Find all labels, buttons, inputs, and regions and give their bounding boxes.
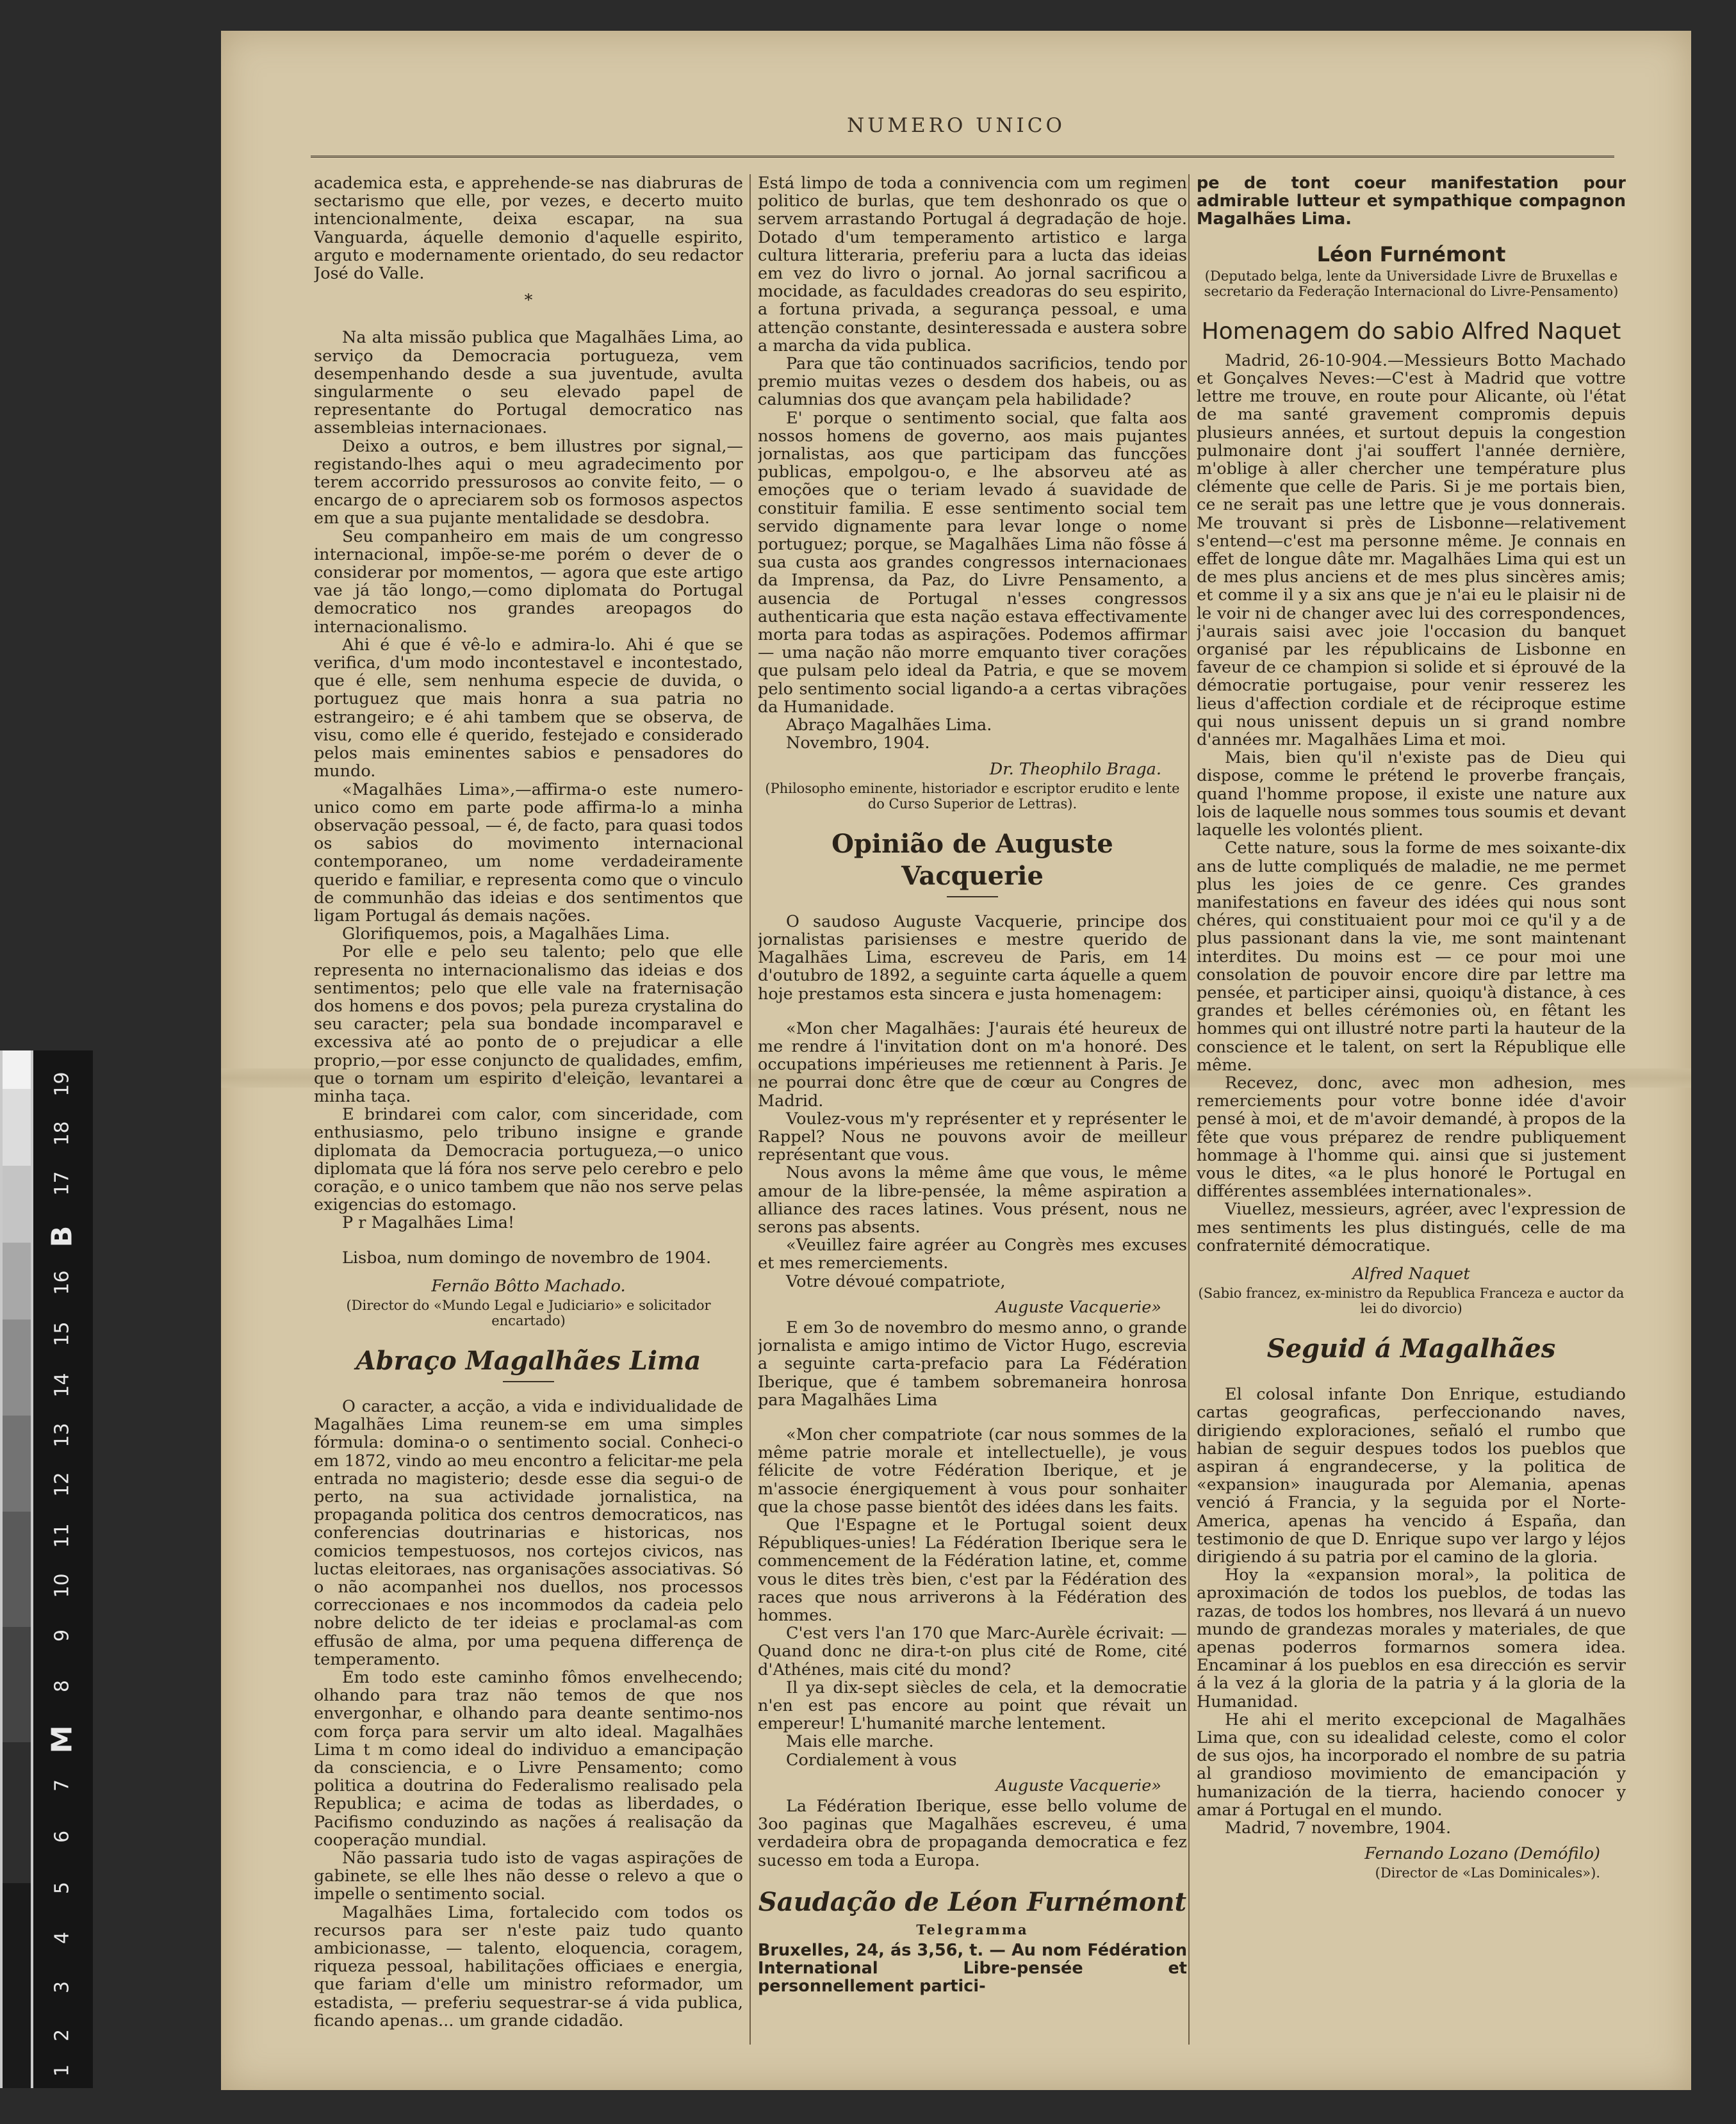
paragraph: He ahi el merito excepcional de Magalhães Lima que, con su idealidad celeste, como el color de sus ojos, ha incorporado el nombre de su patria al grandioso movimiento de emancipación y humanización de la tierra, haciendo conocer y amar á Portugal en el mundo. [1197, 1710, 1626, 1820]
scale-letter: M [45, 1725, 79, 1754]
paragraph: academica esta, e apprehende-se nas diabruras de sectarismo que elle, por vezes, e decerto muito intencionalmente, deixa escapar, na sua Vanguarda, áquelle demonio d'aquelle espirito, arguto e modernamente orientado, do seu redactor José do Valle. [314, 174, 743, 284]
telegram-text: pe de tont coeur manifestation pour admirable lutteur et sympathique compagnon Magalhães Lima. [1197, 174, 1626, 229]
scale-number: 2 [51, 2029, 74, 2042]
paragraph: Deixo a outros, e bem illustres por signal,—registando-lhes aqui o meu agradecimento por terem accorrido pressurosos ao convite feito, — o encargo de o apreciarem sob os formosos aspectos em que a sua pujante mentalidade se desdobra. [314, 436, 743, 528]
scale-number: 15 [51, 1321, 74, 1346]
paragraph: «Magalhães Lima»,—affirma-o este numero-unico como em parte pode affirma-lo a minha observação pessoal, — é, de facto, para quasi todos os sabios do movimento internacional contemporaneo, um nome verdadeiramente querido e familiar, e representa como que o vinculo de communhão das ideias e dos sentimentos que ligam Portugal ás demais nações. [314, 780, 743, 926]
paragraph: Votre dévoué compatriote, [786, 1271, 1006, 1291]
scale-number: 14 [51, 1373, 74, 1398]
article-heading: Saudação de Léon Furnémont [758, 1886, 1187, 1917]
paragraph: E brindarei com calor, com sinceridade, com enthusiasmo, pelo tribuno insigne e grande diplomata da Democracia portugueza,—o unico diplomata que lá fóra nos serve pelo cerebro e pelo coração, e o unico tambem que não nos serve pelas exigencias do estomago. [314, 1105, 743, 1215]
dateline: Madrid, 7 novembre, 1904. [1225, 1818, 1452, 1838]
author-credentials: (Deputado belga, lente da Universidade Livre de Bruxellas e secretario da Federação Internacional do Livre-Pensamento) [1204, 268, 1619, 299]
scale-gray-strip [0, 1050, 33, 2088]
scale-number: 19 [51, 1072, 74, 1097]
paragraph: Madrid, 26-10-904.—Messieurs Botto Machado et Gonçalves Neves:—C'est à Madrid que vottre lettre me trouve, en route pour Alicante, où l'état de ma santé gravement compromis depuis plusieurs années, et surtout depuis la congestion pulmonaire dont j'ai souffert l'année dernière, m'oblige à aller chercher une température plus clémente que celle de Paris. Si je me portais bien, ce ne serait pas une lettre que je vous donnerais. Me trouvant si près de Lisbonne—relativement s'entend—c'est ma personne même. Je connais en effet de longue dâte mr. Magalhães Lima qui est un de mes plus anciens et de mes plus sincères amis; et comme il y a six ans que je n'ai eu le plaisir ni de le voir ni de changer avec lui des correspondences, j'aurais saisi avec joie l'occasion du banquet organisé par les républicains de Lisbonne en faveur de ce champion si solide et si éprouvé de la démocratie portugaise, pour venir resserez les lieus d'affection cordiale et de réciproque estime qui nous unissent depuis un si grand nombre d'années mr. Magalhães Lima et moi. [1197, 350, 1626, 750]
paragraph: Em todo este caminho fômos envelhecendo; olhando para traz não temos de que nos envergonhar, e olhando para deante sentimo-nos com força para servir um alto ideal. Magalhães Lima t m como ideal do individuo a emancipação da consciencia, e o Livre Pensamento; como politica a doutrina do Federalismo realisado pela Republica; e acima de todas as liberdades, o Pacifismo conduzindo as nações á realisação da cooperação mundial. [314, 1668, 743, 1850]
separator: * [524, 291, 533, 311]
column-2 [758, 174, 1187, 2045]
article-heading: Opinião de Auguste Vacquerie [831, 828, 1113, 891]
color-scale-ruler [0, 1050, 93, 2088]
scale-letter: B [45, 1225, 79, 1248]
paragraph: Viuellez, messieurs, agréer, avec l'expression de mes sentiments les plus distingués, celle de ma confraternité démocratique. [1197, 1200, 1626, 1255]
paragraph: E em 3o de novembro do mesmo anno, o grande jornalista e amigo intimo de Victor Hugo, escrevia a seguinte carta-prefacio para La Fédération Iberique, que é tambem sobremaneira honrosa para Magalhães Lima [758, 1318, 1187, 1410]
paragraph: «Veuillez faire agréer au Congrès mes excuses et mes remerciements. [758, 1236, 1187, 1273]
scale-number: 4 [51, 1931, 74, 1945]
paragraph: El colosal infante Don Enrique, estudiando cartas geograficas, perfeccionando naves, dirigiendo exploraciones, señaló el rumbo que habian de seguir despues todos los pueblos que aspiran á engrandecerse, y la politica de «expansion» inaugurada por Alemania, apenas venció á Francia, y la seguida por el Norte-America, apenas ha vencido á España, dan testimonio de que D. Enrique supo ver largo y léjos dirigiendo á su patria por el camino de la gloria. [1197, 1385, 1626, 1567]
author-signature: Léon Furnémont [1316, 241, 1506, 266]
author-signature: Auguste Vacquerie» [995, 1297, 1161, 1317]
paragraph: Seu companheiro em mais de um congresso internacional, impõe-se-me porém o dever de o considerar por momentos, — agora que este artigo vae já tão longo,—como diplomata do Portugal democratico nos grandes areopagos do internacionalismo. [314, 527, 743, 637]
column-rule [1188, 174, 1190, 2045]
telegram-label: Telegramma [916, 1921, 1029, 1938]
article-heading: Seguid á Magalhães [1266, 1334, 1556, 1364]
paragraph: O caracter, a acção, a vida e individualidade de Magalhães Lima reunem-se em uma simples fórmula: domina-o o sentimento social. Conheci-o em 1872, vindo ao meu encontro a felicitar-me pela entrada no magisterio; desde esse dia segui-o de perto, na sua actividade jornalistica, na propaganda politica dos centros democraticos, nas conferencias doutrinarias e historicas, nos comicios tempestuosos, nos cortejos civicos, nas luctas eleitoraes, nas organisações associativas. Só o não acompanhei nos duellos, nos processos correccionaes e nos incommodos da cadeia pelo nobre delicto de ter ideias e proclamal-as com effusão de alma, por uma pequena differença de temperamento. [314, 1396, 743, 1669]
heading-rule [503, 1381, 554, 1382]
scale-number: 1 [51, 2064, 74, 2077]
author-credentials: (Sabio francez, ex-ministro da Republica Franceza e auctor da lei do divorcio) [1198, 1286, 1625, 1317]
author-signature: Fernando Lozano (Demófilo) [1364, 1844, 1600, 1864]
author-credentials: (Philosopho eminente, historiador e escriptor erudito e lente do Curso Superior de Lettras). [765, 780, 1180, 812]
paragraph: Na alta missão publica que Magalhães Lima, ao serviço da Democracia portugueza, vem desempenhando desde a sua juventude, avulta singularmente o seu elevado papel de representante do Portugal democratico nas assembleias internacionaes. [314, 328, 743, 438]
scale-number: 8 [51, 1679, 74, 1693]
paragraph: «Mon cher compatriote (car nous sommes de la même patrie morale et intellectuelle), je vous félicite de votre Fédération Iberique, et je m'associe énergiquement à vous pour sonhaiter que la chose passe bientôt des idées dans les faits. [758, 1425, 1187, 1517]
paragraph: Recevez, donc, avec mon adhesion, mes remerciements pour votre bonne idée d'avoir pensé à moi, et de m'avoir demandé, à propos de la fête que vous préparez de rendre publiquement hommage à l'homme qui. ainsi que si justement vous le dites, «a le plus honoré le Portugal en différentes assemblées internationales». [1197, 1073, 1626, 1202]
paragraph: Mais, bien qu'il n'existe pas de Dieu qui dispose, comme le prétend le proverbe français, quand l'homme propose, il existe une nature aux lois de laquelle nous sommes tous soumis et devant laquelle les volontés plient. [1197, 748, 1626, 840]
heading-rule [947, 896, 998, 897]
author-signature: Auguste Vacquerie» [995, 1776, 1161, 1795]
paragraph: Ahi é que é vê-lo e admira-lo. Ahi é que se verifica, d'um modo incontestavel e incontestado, que é elle, sem nenhuma especie de duvida, o portuguez que mais honra a sua patria no estrangeiro; e é ahi tambem que se observa, de visu, como elle é querido, festejado e considerado pelos mais eminentes sabios e pensadores do mundo. [314, 635, 743, 781]
scale-number: 17 [51, 1171, 74, 1196]
scale-number: 6 [51, 1830, 74, 1843]
scale-number: 7 [51, 1779, 74, 1792]
paragraph: «Mon cher Magalhães: J'aurais été heureux de me rendre á l'invitation dont on m'a honoré. Des occupations impérieuses me retiennent à Paris. Je ne pourrai donc être que de cœur au Congres de Madrid. [758, 1018, 1187, 1111]
paragraph: Está limpo de toda a connivencia com um regimen politico de burlas, que tem deshonrado os que o servem arrastando Portugal á degradação de hoje. Dotado d'um temperamento artistico e larga cultura litteraria, preferiu para a lucta das ideias em vez do livro o jornal. Ao jornal sacrificou a mocidade, as faculdades creadoras do seu espirito, a fortuna privada, a segurança pessoal, e uma attenção constante, desinteressada e austera sobre a marcha da vida publica. [758, 174, 1187, 355]
author-signature: Alfred Naquet [1352, 1264, 1470, 1284]
scale-number: 3 [51, 1981, 74, 1994]
masthead: NUMERO UNICO [847, 114, 1065, 137]
paragraph: Que l'Espagne et le Portugal soient deux Républiques-unies! La Fédération Iberique sera le commencement de la Fédération latine, et, comme vous le dites très bien, c'est par la Fédération des races que nous arriverons à la Fédération des hommes. [758, 1515, 1187, 1626]
scale-number: 10 [51, 1573, 74, 1598]
author-credentials: (Director do «Mundo Legal e Judiciario» e solicitador encartado) [346, 1297, 711, 1328]
paragraph: E' porque o sentimento social, que falta aos nossos homens de governo, aos mais pujantes jornalistas, aos que participam das funcções publicas, empolgou-o, e lhe absorveu até as emoções que o teriam levado á suavidade de constituir familia. E esse sentimento social tem servido dignamente para levar longe o nome portuguez; porque, se Magalhães Lima não fôsse á sua custa aos grandes congressos internacionaes da Imprensa, da Paz, do Livre Pensamento, a ausencia de Portugal n'esses congressos authenticaria que esta nação estava effectivamente morta para todas as aspirações. Podemos affirmar — uma nação não morre emquanto tiver corações que pulsam pelo ideal da Patria, e que se movem pelo sentimento social ligando-a a certas vibrações da Humanidade. [758, 408, 1187, 717]
scale-number: 11 [51, 1523, 74, 1548]
paragraph: Hoy la «expansion moral», la politica de aproximación de todos los pueblos, de todas las razas, de todos los hombres, nos llevará á un nuevo mundo de grandezas morales y materiales, de que apenas poderros formarnos somera idea. Encaminar á los pueblos en esa dirección es servir á la vez á la gloria de la patria y á la gloria de la Humanidad. [1197, 1565, 1626, 1711]
masthead-rule [311, 156, 1614, 158]
column-1 [314, 174, 743, 2045]
scale-number: 18 [51, 1121, 74, 1146]
paragraph: Cordialement à vous [786, 1750, 957, 1770]
paragraph: Mais elle marche. [786, 1732, 934, 1752]
paragraph: Não passaria tudo isto de vagas aspirações de gabinete, se elle lhes não desse o relevo a que o impelle o sentimento social. [314, 1849, 743, 1904]
dateline: Novembro, 1904. [786, 733, 930, 753]
paragraph: O saudoso Auguste Vacquerie, principe dos jornalistas parisienses e mestre querido de Magalhães Lima, escreveu de Paris, em 14 d'outubro de 1892, a seguinte carta áquelle a quem hoje prestamos esta sincera e justa homenagem: [758, 911, 1187, 1004]
author-signature: Fernão Bôtto Machado. [431, 1276, 626, 1296]
paragraph: La Fédération Iberique, esse bello volume de 3oo paginas que Magalhães escreveu, é uma verdadeira obra de propaganda democratica e fez sucesso em toda a Europa. [758, 1797, 1187, 1870]
article-heading: Abraço Magalhães Lima [356, 1345, 701, 1376]
paragraph: Abraço Magalhães Lima. [786, 715, 992, 735]
column-rule [749, 174, 751, 2045]
scale-number: 5 [51, 1881, 74, 1895]
article-heading: Homenagem do sabio Alfred Naquet [1201, 318, 1621, 345]
column-3 [1197, 174, 1626, 2045]
paragraph: C'est vers l'an 170 que Marc-Aurèle écrivait: — Quand donc ne dira-t-on plus cité de Rome, cité d'Athénes, mais cité du mond? [758, 1624, 1187, 1679]
paragraph: P r Magalhães Lima! [342, 1213, 515, 1233]
telegram-text: Bruxelles, 24, ás 3,56, t. — Au nom Fédération International Libre-pensée et personnellement partici- [758, 1940, 1187, 1997]
paragraph: Nous avons la même âme que vous, le même amour de la libre-pensée, la même aspiration a alliance des races latines. Vous présent, nous ne serons pas absents. [758, 1163, 1187, 1237]
paragraph: Para que tão continuados sacrificios, tendo por premio muitas vezes o desdem dos habeis, ou as calumnias dos que avançam pela habilidade? [758, 354, 1187, 410]
author-credentials: (Director de «Las Dominicales»). [1375, 1865, 1600, 1881]
paragraph: Voulez-vous m'y représenter et y représenter le Rappel? Nous ne pouvons avoir de meilleur représentant que vous. [758, 1109, 1187, 1165]
newspaper-page [221, 31, 1691, 2090]
scale-number: 12 [51, 1472, 74, 1497]
author-signature: Dr. Theophilo Braga. [989, 759, 1161, 779]
dateline: Lisboa, num domingo de novembro de 1904. [342, 1248, 712, 1268]
paragraph: Magalhães Lima, fortalecido com todos os recursos para ser n'este paiz tudo quanto ambicionasse, — talento, eloquencia, coragem, riqueza pessoal, habilitações officiaes e energia, que fariam d'elle um ministro reformador, um estadista, — preferiu sequestrar-se á vida publica, ficando apenas... um grande cidadão. [314, 1902, 743, 2030]
paragraph: Il ya dix-sept siècles de cela, et la democratie n'en est pas encore au point que révait un empereur! L'humanité marche lentement. [758, 1678, 1187, 1734]
scale-number: 9 [51, 1629, 74, 1642]
scale-number: 16 [51, 1270, 74, 1295]
paragraph: Cette nature, sous la forme de mes soixante-dix ans de lutte compliqués de maladie, ne me permet plus les joies de ce genre. Ces grandes manifestations en faveur des idées qui nous sont chéres, qui constituaient pour moi ce qu'il y a de plus passionant dans la vie, me sont maintenant interdites. Du moins est — ce pour moi une consolation de pouvoir encore dire par lettre ma pensée, et participer ainsi, quoiqu'à distance, à ces grandes et belles cérémonies où, en fêtant les hommes qui ont illustré notre parti la hauteur de la conscience et le talent, on sert la République elle même. [1197, 838, 1626, 1075]
paragraph: Glorifiquemos, pois, a Magalhães Lima. [342, 924, 670, 944]
scale-number: 13 [51, 1423, 74, 1448]
paragraph: Por elle e pelo seu talento; pelo que elle representa no internacionalismo das ideias e dos sentimentos; pelo que elle vale na fraternisação dos homens e dos povos; pela pureza crystalina do seu caracter; pela sua bondade incomparavel e excessiva até ao ponto de o prejudicar a elle proprio,—por esse conjuncto de qualidades, emfim, que o tornam um espirito d'eleição, levantarei a minha taça. [314, 942, 743, 1106]
